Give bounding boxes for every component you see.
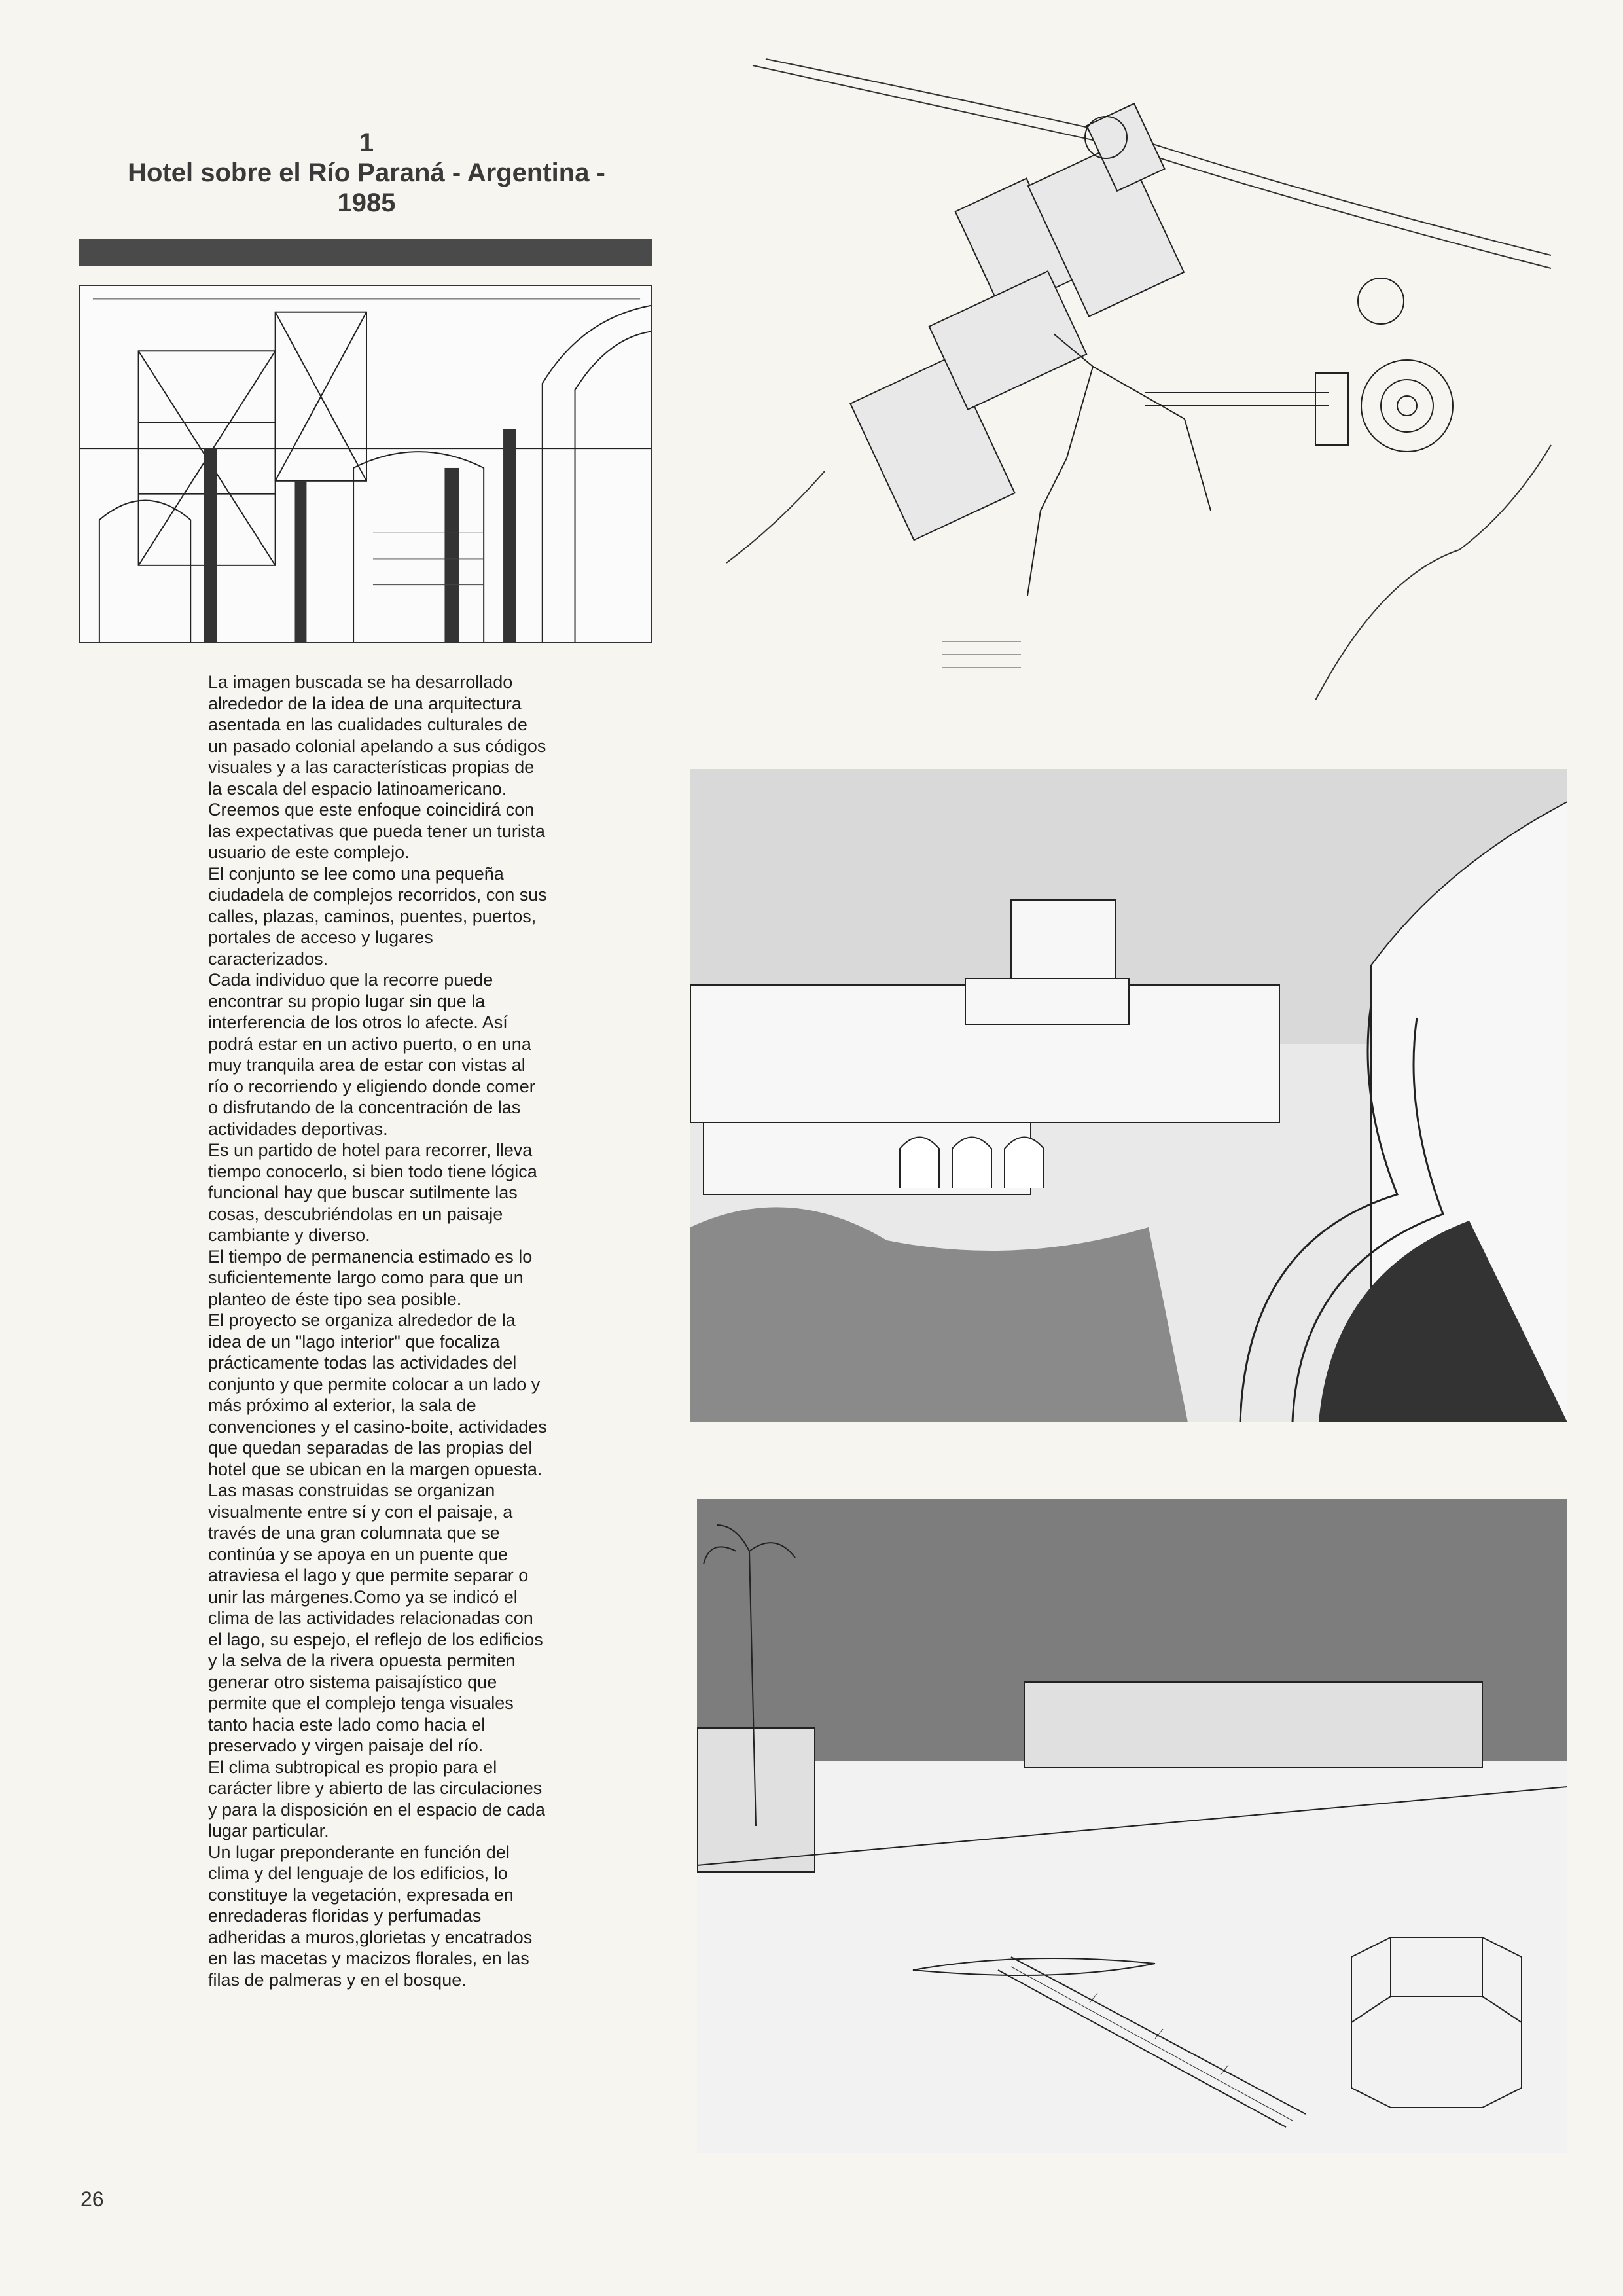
page-title <box>79 128 654 218</box>
interior-perspective-drawing <box>79 285 652 643</box>
project-title: Hotel sobre el Río Paraná - Argentina - <box>128 158 605 187</box>
body-paragraph: El conjunto se lee como una pequeña ciudadela de complejos recorridos, con sus calles, plazas, caminos, puentes, puertos, portales de acceso y lugares caracterizados. <box>208 863 547 969</box>
body-paragraph: El clima subtropical es propio para el carácter libre y abierto de las circulaciones y para la disposición en el espacio de cada lugar particular. <box>208 1757 545 1840</box>
body-paragraph: La imagen buscada se ha desarrollado alrededor de la idea de una arquitectura asentada en las cualidades culturales de un pasado colonial apelando a sus códigos visuales y a las características propias de la escala del espacio latinoamericano. <box>208 672 546 798</box>
plaza-perspective-drawing <box>690 769 1567 1422</box>
body-paragraph: Es un partido de hotel para recorrer, lleva tiempo conocerlo, si bien todo tiene lógica funcional hay que buscar sutilmente las cosas, descubriéndolas en un paisaje cambiante y diverso. <box>208 1140 537 1245</box>
lake-perspective-drawing <box>697 1499 1567 2153</box>
body-text <box>208 672 548 1990</box>
project-year: 1985 <box>337 188 396 217</box>
page-number: 26 <box>80 2187 104 2211</box>
title-divider-bar <box>79 239 652 266</box>
site-plan-drawing <box>726 52 1564 700</box>
body-paragraph: Un lugar preponderante en función del clima y del lenguaje de los edificios, lo constituye la vegetación, expresada en enredaderas floridas y perfumadas adheridas a muros,glorietas y encatrados en las macetas y macizos florales, en las filas de palmeras y en el bosque. <box>208 1842 533 1990</box>
body-paragraph: Creemos que este enfoque coincidirá con las expectativas que pueda tener un turista usuario de este complejo. <box>208 800 545 862</box>
body-paragraph: El proyecto se organiza alrededor de la idea de un "lago interior" que focaliza prácticamente todas las actividades del conjunto y que permite colocar a un lado y más próximo al exterior, la sala de convenciones y el casino-boite, actividades que quedan separadas de las propias del hotel que se ubican en la margen opuesta. <box>208 1310 547 1479</box>
body-paragraph: Cada individuo que la recorre puede encontrar su propio lugar sin que la interferencia de los otros lo afecte. Así podrá estar en un activo puerto, o en una muy tranquila area de estar con vistas al río o recorriendo y eligiendo donde comer o disfrutando de la concentración de las actividades deportivas. <box>208 970 535 1139</box>
body-paragraph: El tiempo de permanencia estimado es lo suficientemente largo como para que un planteo de éste tipo sea posible. <box>208 1246 533 1309</box>
project-number: 1 <box>359 128 374 157</box>
body-paragraph: Las masas construidas se organizan visualmente entre sí y con el paisaje, a través de una gran columnata que se continúa y se apoya en un puente que atraviesa el lago y que permite separar o unir las márgenes.Como ya se indicó el clima de las actividades relacionadas con el lago, su espejo, el reflejo de los edificios y la selva de la rivera opuesta permiten generar otro sistema paisajístico que permite que el complejo tenga visuales tanto hacia este lado como hacia el preservado y virgen paisaje del río. <box>208 1480 543 1755</box>
